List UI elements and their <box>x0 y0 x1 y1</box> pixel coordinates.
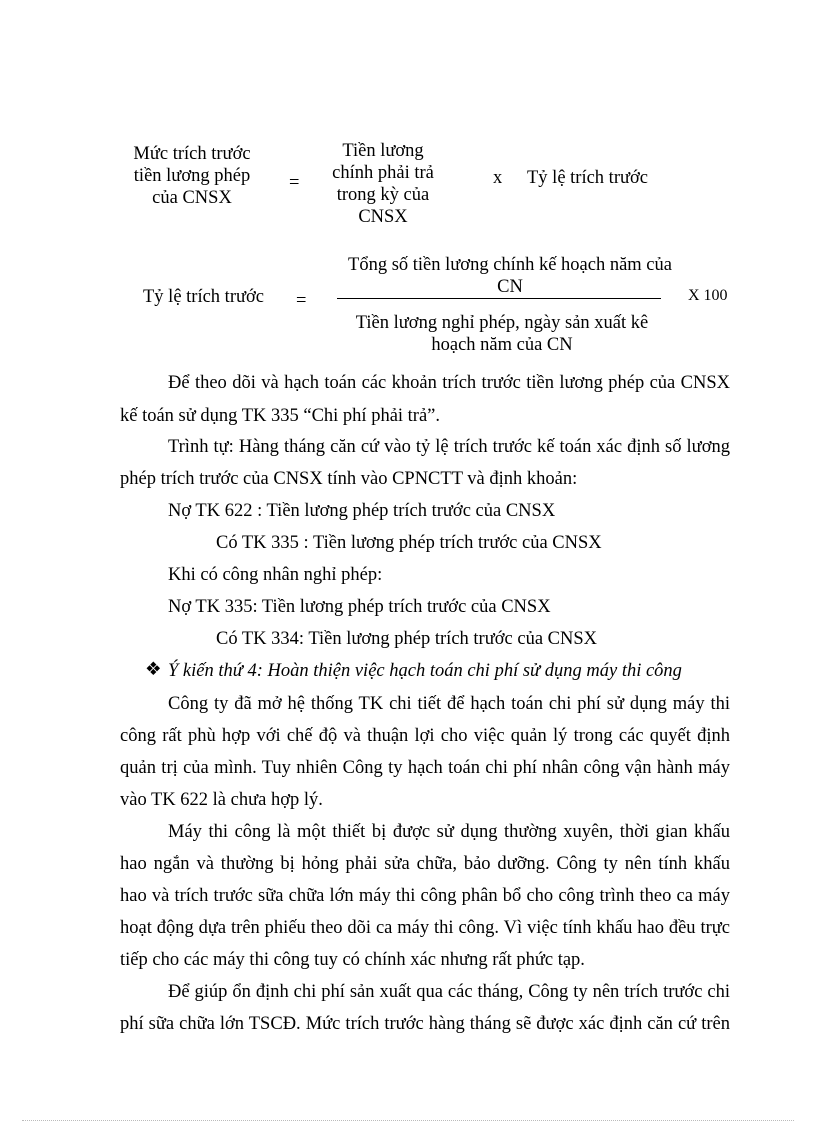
formula1-times: x <box>493 168 503 188</box>
entry-credit-334: Có TK 334: Tiền lương phép trích trước của CNSX <box>216 629 598 649</box>
formula1-rhs: Tỷ lệ trích trước <box>527 168 648 188</box>
p3-line-4: vào TK 622 là chưa hợp lý. <box>120 790 323 810</box>
formula2-multiplier: X 100 <box>688 287 728 304</box>
formula1-middle <box>332 140 434 228</box>
p5-line-1: Để giúp ổn định chi phí sản xuất qua các tháng, Công ty nên trích trước chi <box>168 982 730 1002</box>
section-heading: Ý kiến thứ 4: Hoàn thiện việc hạch toán chi phí sử dụng máy thi công <box>168 661 682 681</box>
bullet-diamond-icon: ❖ <box>145 660 162 680</box>
entry-debit-622: Nợ TK 622 : Tiền lương phép trích trước của CNSX <box>168 501 556 521</box>
page-footer-divider <box>22 1120 794 1121</box>
fraction-bar <box>337 298 661 299</box>
formula1-mid-line: Tiền lương <box>342 141 424 161</box>
p1-line-2: kế toán sử dụng TK 335 “Chi phí phải trả”. <box>120 406 441 426</box>
p5-line-2: phí sữa chữa lớn TSCĐ. Mức trích trước hàng tháng sẽ được xác định căn cứ trên <box>120 1014 730 1034</box>
p4-line-2: hao ngắn và thường bị hỏng phải sửa chữa, bảo dưỡng. Công ty nên tính khấu <box>120 854 730 874</box>
formula1-mid-line: chính phải trả <box>332 163 434 183</box>
entry-debit-335: Nợ TK 335: Tiền lương phép trích trước của CNSX <box>168 597 551 617</box>
formula1-lhs-line: của CNSX <box>152 188 232 208</box>
p1-line-1: Để theo dõi và hạch toán các khoản trích trước tiền lương phép của CNSX <box>168 373 730 393</box>
formula1-equals: = <box>289 173 300 193</box>
p4-line-3: hao và trích trước sữa chữa lớn máy thi công phân bổ cho công trình theo ca máy <box>120 886 730 906</box>
formula1-mid-line: CNSX <box>358 207 408 227</box>
entry-credit-335: Có TK 335 : Tiền lương phép trích trước của CNSX <box>216 533 602 553</box>
formula2-numerator <box>348 254 672 298</box>
formula2-numerator-line: CN <box>497 277 523 297</box>
formula2-denominator <box>356 312 649 356</box>
p2-line-2: phép trích trước của CNSX tính vào CPNCTT và định khoản: <box>120 469 578 489</box>
formula2-denominator-line: Tiền lương nghỉ phép, ngày sản xuất kê <box>355 313 649 333</box>
formula2-lhs: Tỷ lệ trích trước <box>143 287 264 307</box>
formula1-lhs-line: Mức trích trước <box>133 144 251 164</box>
formula1-lhs <box>133 143 250 209</box>
p3-line-1: Công ty đã mở hệ thống TK chi tiết để hạch toán chi phí sử dụng máy thi <box>168 694 730 714</box>
formula2-equals: = <box>296 291 307 311</box>
p4-line-1: Máy thi công là một thiết bị được sử dụng thường xuyên, thời gian khấu <box>168 822 730 842</box>
p3-line-3: quản trị của mình. Tuy nhiên Công ty hạch toán chi phí nhân công vận hành máy <box>120 758 730 778</box>
formula1-lhs-line: tiền lương phép <box>133 166 251 186</box>
p4-line-4: hoạt động dựa trên phiếu theo dõi ca máy thi công. Vì việc tính khấu hao đều trực <box>120 918 730 938</box>
entry-note: Khi có công nhân nghỉ phép: <box>168 565 383 585</box>
p4-line-5: tiếp cho các máy thi công tuy có chính xác nhưng rất phức tạp. <box>120 950 585 970</box>
p2-line-1: Trình tự: Hàng tháng căn cứ vào tỷ lệ trích trước kế toán xác định số lương <box>168 437 730 457</box>
formula2-numerator-line: Tổng số tiền lương chính kế hoạch năm của <box>348 255 672 275</box>
formula2-denominator-line: hoạch năm của CN <box>431 335 573 355</box>
p3-line-2: công rất phù hợp với chế độ và thuận lợi cho việc quản lý trong các quyết định <box>120 726 730 746</box>
formula1-mid-line: trong kỳ của <box>336 185 430 205</box>
